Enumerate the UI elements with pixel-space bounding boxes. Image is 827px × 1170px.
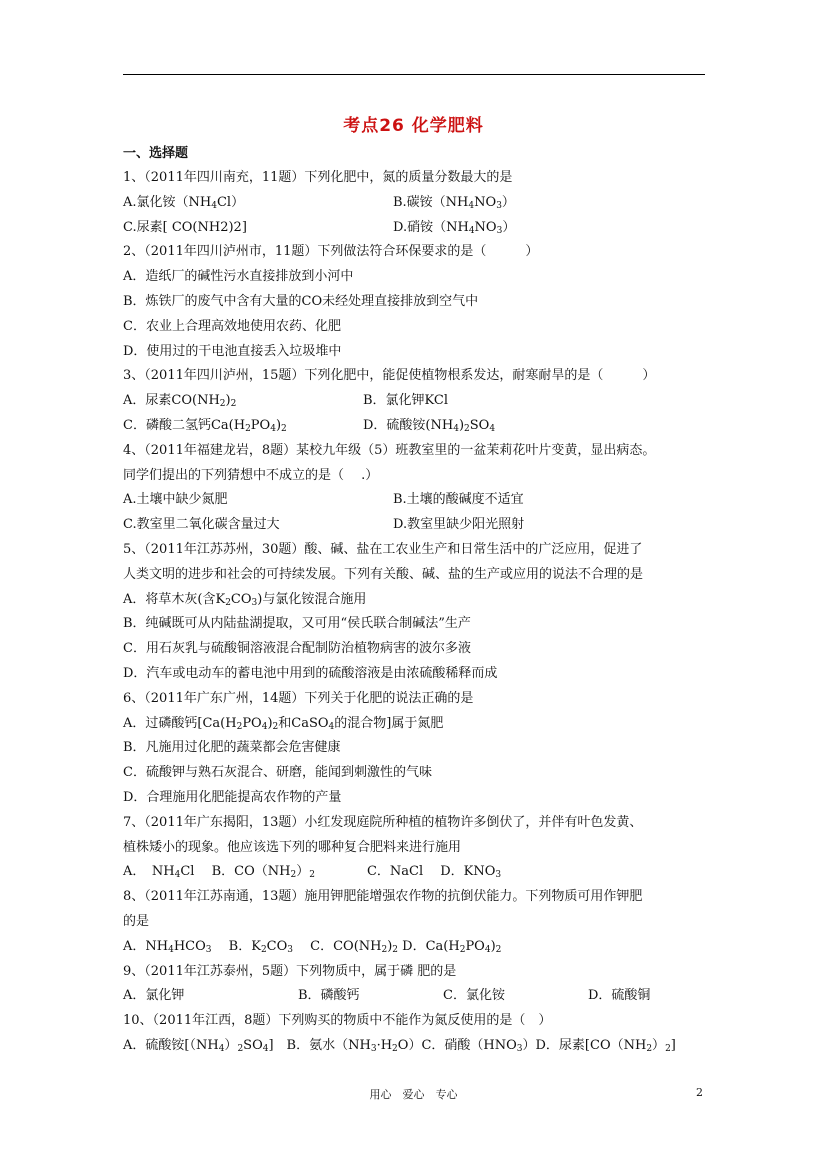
answer-option: B．凡施用过化肥的蔬菜都会危害健康 [123,740,341,756]
answer-option: A．$NH_4HCO_3$ B．$K_2CO_3$ C．$CO(NH_2)_2$ D．$Ca(H_2PO_4)_2$ [123,938,502,955]
answer-option: A．过磷酸钙[$Ca(H_2PO_4)_2$和CaSO$_4$的混合物]属于氮肥 [123,715,444,732]
answer-option: B．氯化钾KCl [363,393,449,409]
answer-option: C．农业上合理高效地使用农药、化肥 [123,318,341,334]
question-5 [123,538,713,687]
question-3 [123,364,713,438]
answer-option: C.尿素[ CO(NH2)2] [123,219,247,235]
option-row [123,513,713,538]
option-row [123,389,713,414]
option-row [123,860,713,885]
question-stem: 6、（2011年广东广州，14题）下列关于化肥的说法正确的是 [123,690,474,706]
page-title: 考点26 化学肥料 [343,116,484,136]
answer-option: C．硫酸钾与熟石灰混合、研磨，能闻到刺激性的气味 [123,765,432,781]
option-row [123,290,713,315]
question-stem: 植株矮小的现象。他应该选下列的哪种复合肥料来进行施用 [123,839,462,855]
answer-option: D.硝铵$(NH_4NO_3)$ [393,219,516,236]
option-row [123,588,713,613]
answer-option: B．磷酸钙 [298,988,360,1004]
answer-option: A． $NH_4Cl$ B．$CO(NH_2)_2$ C．NaCl D．$KNO_3$ [123,864,502,881]
option-row [123,935,713,960]
option-row [123,984,713,1009]
question-1 [123,166,713,240]
question-stem: 9、（2011年江苏泰州，5题）下列物质中，属于磷 肥的是 [123,963,457,979]
answer-option: B．纯碱既可从内陆盐湖提取，又可用“侯氏联合制碱法”生产 [123,616,471,632]
option-row [123,488,713,513]
question-stem: 4、（2011年福建龙岩，8题）某校九年级（5）班教室里的一盆茉莉花叶片变黄，显出病态。 [123,442,656,458]
header-rule [123,74,705,75]
question-stem: 8、（2011年江苏南通，13题）施用钾肥能增强农作物的抗倒伏能力。下列物质可用作钾肥 [123,889,643,905]
answer-option: A.土壤中缺少氮肥 [123,492,228,508]
answer-option: B.土壤的酸碱度不适宜 [393,492,524,508]
question-10 [123,1009,713,1059]
option-row [123,761,713,786]
answer-option: C．磷酸二氢钙$Ca(H_2PO_4)_2$ [123,417,287,434]
option-row [123,712,713,737]
question-8 [123,885,713,959]
question-6 [123,687,713,811]
option-row [123,265,713,290]
question-9 [123,960,713,1010]
answer-option: B.碳铵$(NH_4NO_3)$ [393,194,515,211]
question-stem: 的是 [123,913,150,929]
question-stem: 10、（2011年江西，8题）下列购买的物质中不能作为氮反使用的是（ ） [123,1013,552,1029]
option-row [123,191,713,216]
page-number: 2 [696,1086,703,1099]
answer-option: D.教室里缺少阳光照射 [393,517,525,533]
option-row [123,414,713,439]
option-row [123,637,713,662]
answer-option: A．造纸厂的碱性污水直接排放到小河中 [123,269,354,285]
option-row [123,662,713,687]
document-body [123,142,713,1059]
answer-option: D．使用过的干电池直接丢入垃圾堆中 [123,343,342,359]
option-row [123,786,713,811]
option-row [123,1034,713,1059]
option-row [123,612,713,637]
question-stem: 同学们提出的下列猜想中不成立的是（ .） [123,467,379,483]
page-footer: 用心 爱心 专心 [369,1088,458,1101]
answer-option: D．合理施用化肥能提高农作物的产量 [123,789,342,805]
answer-option: A．将草木灰(含$K_2CO_3$)与氯化铵混合施用 [123,591,367,608]
option-row [123,315,713,340]
answer-option: C.教室里二氧化碳含量过大 [123,517,280,533]
answer-option: B．炼铁厂的废气中含有大量的CO未经处理直接排放到空气中 [123,293,479,309]
question-stem: 1、（2011年四川南充，11题）下列化肥中，氮的质量分数最大的是 [123,170,513,185]
answer-option: C．氯化铵 [443,988,505,1004]
answer-option: A．尿素$CO(NH_2)_2$ [123,393,237,410]
answer-option: D．汽车或电动车的蓄电池中用到的硫酸溶液是由浓硫酸稀释而成 [123,665,498,681]
answer-option: D．硫酸铵$(NH_4)_2SO_4$ [363,417,496,434]
question-4 [123,439,713,538]
answer-option: A．氯化钾 [123,988,185,1004]
option-row [123,736,713,761]
question-stem: 3、（2011年四川泸州，15题）下列化肥中，能促使植物根系发达，耐寒耐旱的是（ ） [123,368,656,384]
question-list [123,166,713,1059]
question-stem: 2、（2011年四川泸州市，11题）下列做法符合环保要求的是（ ） [123,244,539,260]
question-stem: 5、（2011年江苏苏州，30题）酸、碱、盐在工农业生产和日常生活中的广泛应用，促进了 [123,541,643,557]
option-row [123,216,713,241]
option-row [123,340,713,365]
answer-option: A．硫酸铵$[(NH_4)_2SO_4]$ B．氨水$(NH_3\cdot H_2O)C$．硝酸$(HNO_3)D$．尿素$[CO(NH_2)_2]$ [123,1037,676,1054]
question-stem: 7、（2011年广东揭阳，13题）小红发现庭院所种植的植物许多倒伏了，并伴有叶色发黄、 [123,814,643,830]
question-2 [123,240,713,364]
answer-option: C．用石灰乳与硫酸铜溶液混合配制防治植物病害的波尔多液 [123,641,471,657]
section-heading: 一、选择题 [123,146,189,161]
question-7 [123,811,713,885]
question-stem: 人类文明的进步和社会的可持续发展。下列有关酸、碱、盐的生产或应用的说法不合理的是 [123,566,644,582]
answer-option: A.氯化铵$(NH_4Cl)$ [123,194,245,211]
answer-option: D．硫酸铜 [588,988,651,1004]
